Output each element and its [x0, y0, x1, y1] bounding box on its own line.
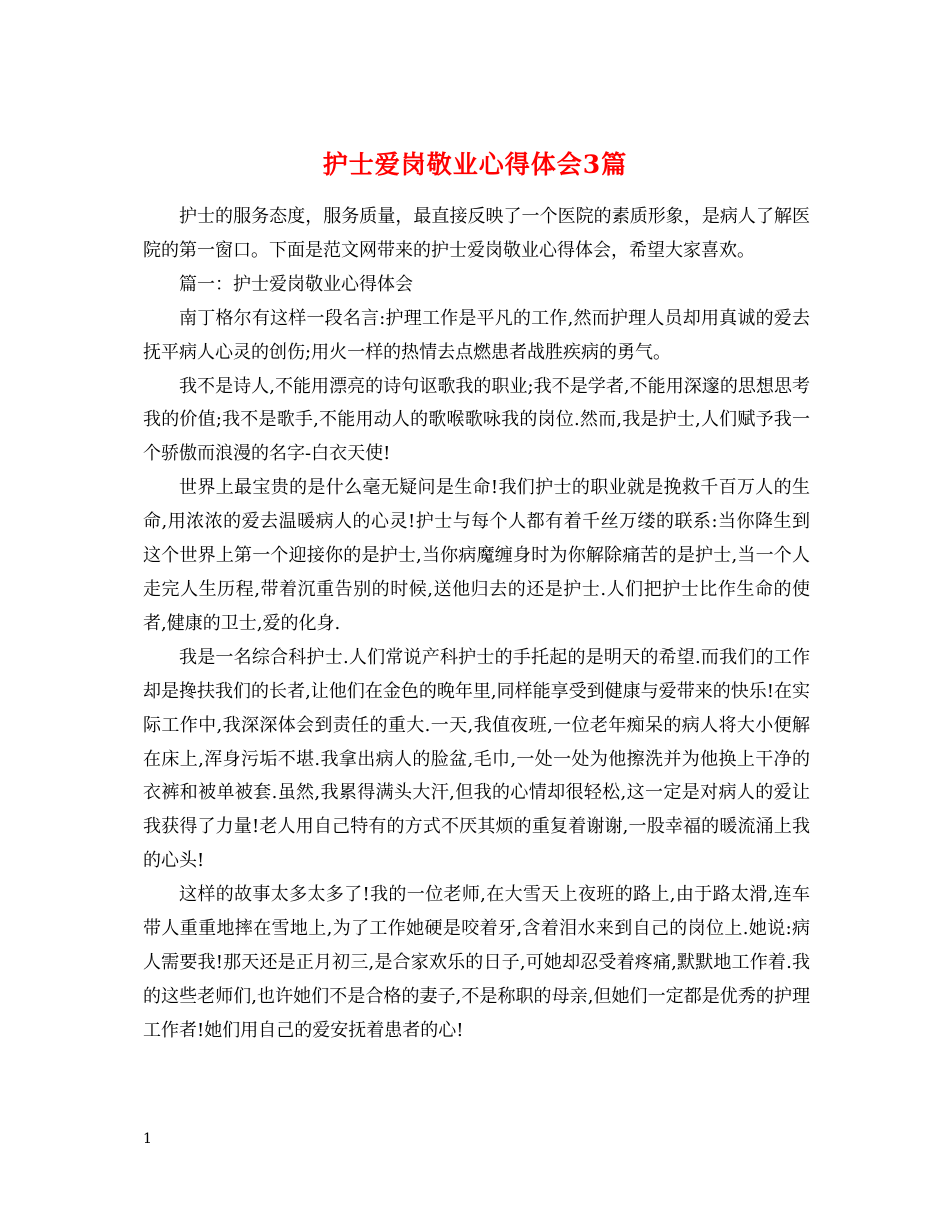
- paragraph: 护士的服务态度，服务质量，最直接反映了一个医院的素质形象，是病人了解医院的第一窗口。下面是范文网带来的护士爱岗敬业心得体会，希望大家喜欢。: [143, 206, 810, 261]
- paragraph: 世界上最宝贵的是什么毫无疑问是生命!我们护士的职业就是挽救千百万人的生命,用浓浓的爱去温暖病人的心灵!护士与每个人都有着千丝万缕的联系:当你降生到这个世界上第一个迎接你的是护士,当你病魔缠身时为你解除痛苦的是护士,当一个人走完人生历程,带着沉重告别的时候,送他归去的还是护士.人们把护士比作生命的使者,健康的卫士,爱的化身.: [143, 477, 810, 634]
- section-heading: 篇一：护士爱岗敬业心得体会: [179, 273, 413, 295]
- paragraph: 这样的故事太多太多了!我的一位老师,在大雪天上夜班的路上,由于路太滑,连车带人重重地摔在雪地上,为了工作她硬是咬着牙,含着泪水来到自己的岗位上.她说:病人需要我!那天还是正月初三,是合家欢乐的日子,可她却忍受着疼痛,默默地工作着.我的这些老师们,也许她们不是合格的妻子,不是称职的母亲,但她们一定都是优秀的护理工作者!她们用自己的爱安抚着患者的心!: [143, 884, 810, 1041]
- paragraph: 我不是诗人,不能用漂亮的诗句讴歌我的职业;我不是学者,不能用深邃的思想思考我的价值;我不是歌手,不能用动人的歌喉歌咏我的岗位.然而,我是护士,人们赋予我一个骄傲而浪漫的名字-白衣天使!: [143, 375, 810, 465]
- paragraph: 南丁格尔有这样一段名言:护理工作是平凡的工作,然而护理人员却用真诚的爱去抚平病人心灵的创伤;用火一样的热情去点燃患者战胜疾病的勇气。: [143, 307, 810, 363]
- page-number: 1: [143, 1131, 152, 1147]
- document-body: [143, 200, 810, 1048]
- page-title: 护士爱岗敬业心得体会3篇: [322, 149, 628, 179]
- paragraph: 我是一名综合科护士.人们常说产科护士的手托起的是明天的希望.而我们的工作却是搀扶我们的长者,让他们在金色的晚年里,同样能享受到健康与爱带来的快乐!在实际工作中,我深深体会到责任的重大.一天,我值夜班,一位老年痴呆的病人将大小便解在床上,浑身污垢不堪.我拿出病人的脸盆,毛巾,一处一处为他擦洗并为他换上干净的衣裤和被单被套.虽然,我累得满头大汗,但我的心情却很轻松,这一定是对病人的爱让我获得了力量!老人用自己特有的方式不厌其烦的重复着谢谢,一股幸福的暖流涌上我的心头!: [143, 646, 810, 872]
